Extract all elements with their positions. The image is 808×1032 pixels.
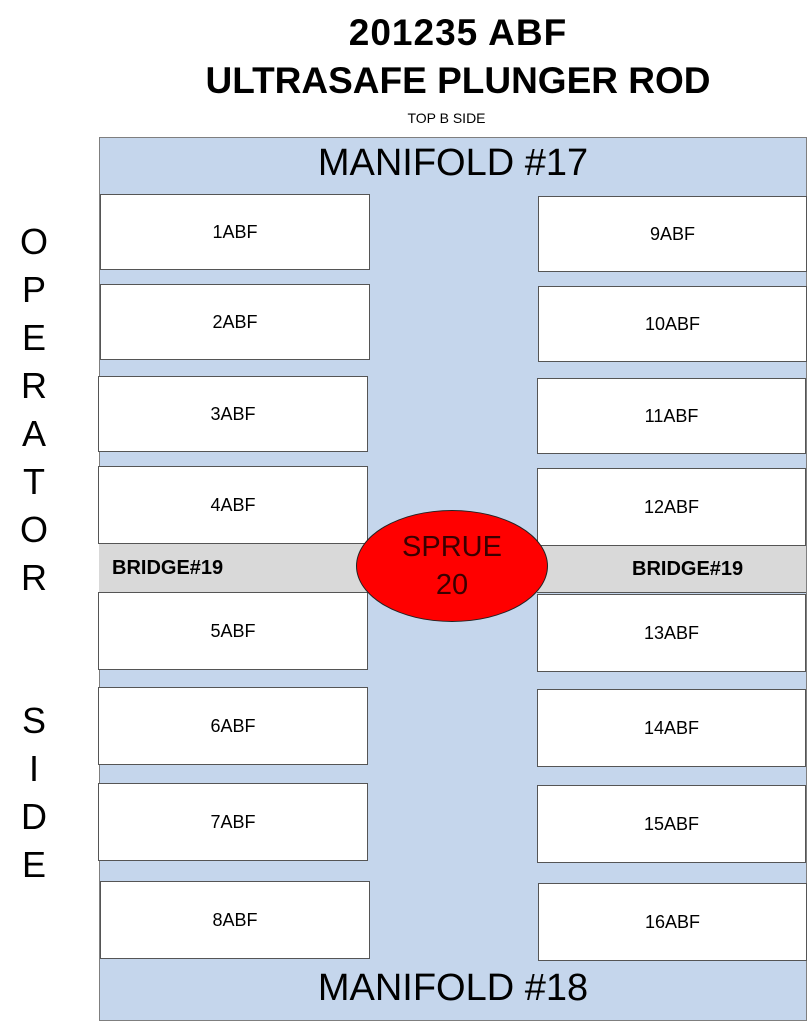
cavity-right-13[interactable]: 13ABF	[537, 594, 806, 672]
cavity-left-4[interactable]: 4ABF	[98, 466, 368, 544]
sprue-number: 20	[435, 569, 469, 601]
cavity-right-15[interactable]: 15ABF	[537, 785, 806, 863]
cavity-right-14[interactable]: 14ABF	[537, 689, 806, 767]
cavity-left-1[interactable]: 1ABF	[100, 194, 370, 270]
subtitle: TOP B SIDE	[407, 110, 486, 126]
sprue-marker[interactable]	[356, 510, 548, 622]
cavity-right-11[interactable]: 11ABF	[537, 378, 806, 454]
cavity-right-10[interactable]: 10ABF	[538, 286, 807, 362]
cavity-left-7[interactable]: 7ABF	[98, 783, 368, 861]
cavity-left-2[interactable]: 2ABF	[100, 284, 370, 360]
side-label-side: S I D E	[21, 700, 47, 885]
bridge-right: BRIDGE#19	[537, 545, 806, 593]
sprue-label: SPRUE	[402, 531, 502, 563]
title-line-2: ULTRASAFE PLUNGER ROD	[205, 60, 711, 101]
cavity-left-5[interactable]: 5ABF	[98, 592, 368, 670]
cavity-left-3[interactable]: 3ABF	[98, 376, 368, 452]
cavity-right-9[interactable]: 9ABF	[538, 196, 807, 272]
side-label-operator: O P E R A T O R	[19, 221, 48, 598]
bridge-left: BRIDGE#19	[99, 543, 369, 593]
cavity-right-12[interactable]: 12ABF	[537, 468, 806, 546]
cavity-left-6[interactable]: 6ABF	[98, 687, 368, 765]
cavity-right-16[interactable]: 16ABF	[538, 883, 807, 961]
title-line-1: 201235 ABF	[348, 12, 568, 53]
manifold-top-label: MANIFOLD #17	[317, 142, 589, 184]
manifold-bottom-label: MANIFOLD #18	[317, 967, 589, 1009]
cavity-left-8[interactable]: 8ABF	[100, 881, 370, 959]
